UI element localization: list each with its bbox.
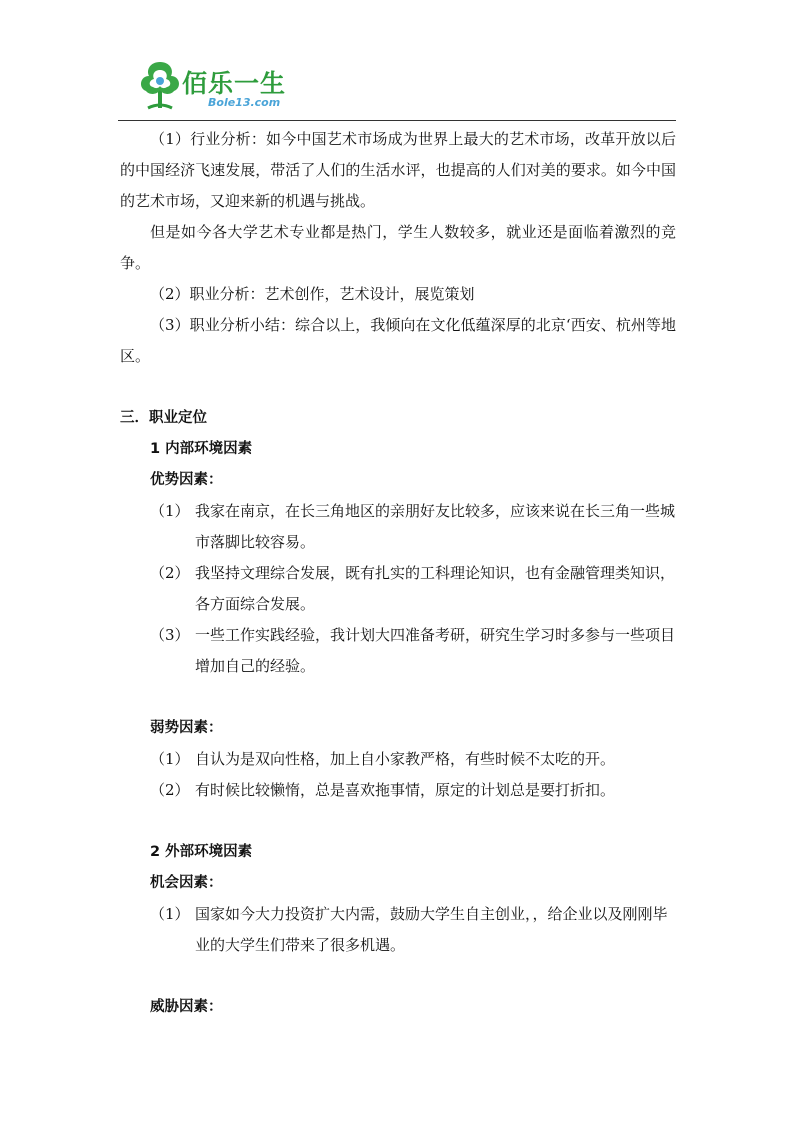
- tree-logo-icon: [136, 56, 184, 112]
- list-number: （1）: [150, 502, 190, 520]
- list-number: （1）: [150, 750, 190, 768]
- logo-chinese-text: 佰乐一生: [182, 69, 287, 98]
- list-item: [120, 899, 676, 961]
- list-number: （2）: [150, 781, 190, 799]
- document-body: [120, 124, 676, 1023]
- spacer: [120, 961, 676, 992]
- career-summary-paragraph: （3）职业分析小结：综合以上，我倾向在文化低蕴深厚的北京‘西安、杭州等地区。: [120, 316, 676, 365]
- list-number: （3）: [150, 626, 190, 644]
- strengths-heading: 优势因素：: [150, 472, 223, 488]
- list-item: [120, 496, 676, 558]
- spacer: [120, 806, 676, 837]
- list-text: 有时候比较懒惰，总是喜欢拖事情，原定的计划总是要打折扣。: [195, 781, 616, 799]
- bole13-logo: [136, 56, 316, 116]
- logo-site-text: Bole13.com: [208, 96, 281, 109]
- list-text: 国家如今大力投资扩大内需，鼓励大学生自主创业，，给企业以及刚刚毕业的大学生们带来了很多机遇。: [195, 905, 668, 954]
- industry-analysis-paragraph: （1）行业分析：如今中国艺术市场成为世界上最大的艺术市场，改革开放以后的中国经济飞速发展，带活了人们的生活水评，也提高的人们对美的要求。如今中国的艺术市场，又迎来新的机遇与挑战。: [120, 130, 676, 210]
- internal-factors-heading: 1 内部环境因素: [150, 441, 253, 457]
- opportunities-heading: 机会因素：: [150, 875, 223, 891]
- list-item: [120, 744, 676, 775]
- list-item: [120, 620, 676, 682]
- list-text: 自认为是双向性格，加上自小家教严格，有些时候不太吃的开。: [195, 750, 616, 768]
- header-divider: [118, 120, 676, 121]
- external-factors-heading: 2 外部环境因素: [150, 844, 253, 860]
- list-text: 我坚持文理综合发展，既有扎实的工科理论知识，也有金融管理类知识，各方面综合发展。: [195, 564, 676, 613]
- list-number: （1）: [150, 905, 190, 923]
- competition-paragraph: 但是如今各大学艺术专业都是热门，学生人数较多，就业还是面临着激烈的竞争。: [120, 223, 676, 272]
- list-item: [120, 775, 676, 806]
- spacer: [120, 682, 676, 713]
- career-analysis-paragraph: （2）职业分析：艺术创作，艺术设计，展览策划: [150, 285, 475, 303]
- positioning-heading: 三．职业定位: [120, 410, 207, 426]
- list-number: （2）: [150, 564, 190, 582]
- list-text: 我家在南京，在长三角地区的亲朋好友比较多，应该来说在长三角一些城市落脚比较容易。: [195, 502, 676, 551]
- threats-heading: 威胁因素：: [150, 999, 223, 1015]
- list-text: 一些工作实践经验，我计划大四准备考研，研究生学习时多参与一些项目增加自己的经验。: [195, 626, 676, 675]
- list-item: [120, 558, 676, 620]
- weaknesses-heading: 弱势因素：: [150, 720, 223, 736]
- spacer: [120, 372, 676, 403]
